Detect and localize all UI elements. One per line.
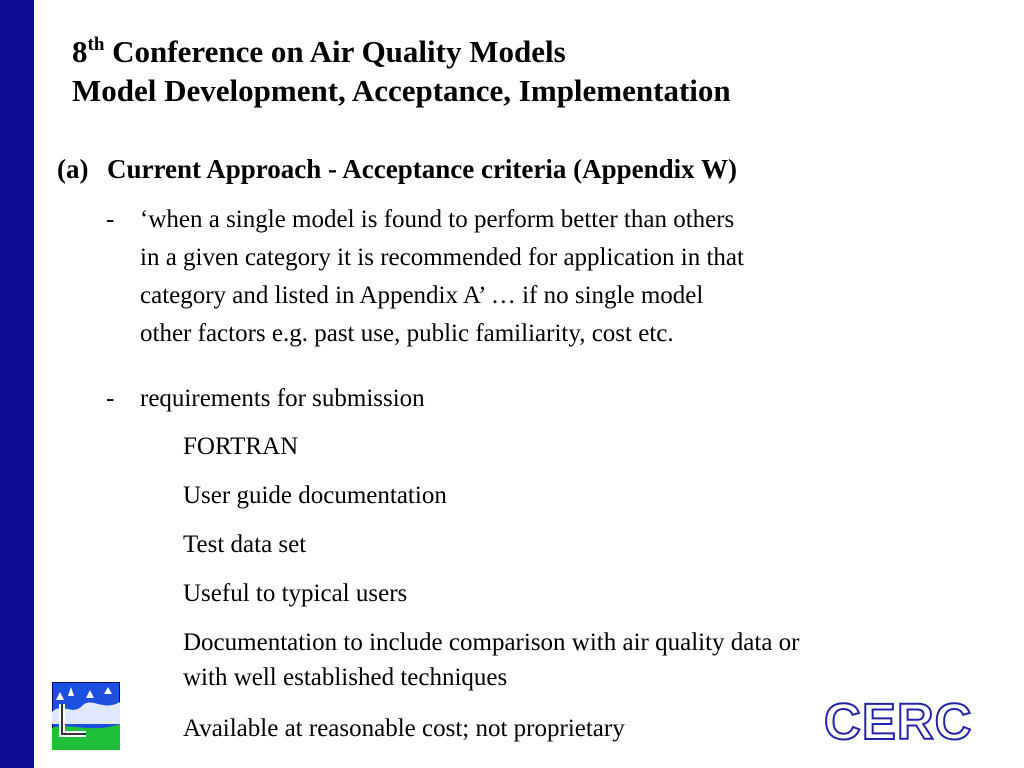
cerc-logo-text: CERC [824, 693, 973, 750]
section-marker: (a) [57, 154, 89, 184]
title-line-1-text: Conference on Air Quality Models [104, 34, 566, 69]
requirement-line: Useful to typical users [183, 580, 408, 607]
bullet-dash: - [106, 385, 115, 412]
requirement-line: Available at reasonable cost; not proprietary [183, 715, 625, 742]
bullet-line: ‘when a single model is found to perform better than others [140, 206, 735, 233]
requirement-item [183, 576, 407, 611]
requirement-item [183, 527, 306, 562]
left-sidebar-bar [0, 0, 34, 768]
landscape-logo-icon [52, 682, 120, 750]
requirement-line: User guide documentation [183, 482, 447, 509]
section-heading-text: Current Approach - Acceptance criteria (Appendix W) [107, 154, 737, 184]
title-ordinal: 8 [72, 34, 88, 69]
section-heading [57, 151, 737, 187]
bullet-line: category and listed in Appendix A’ … if no single model [140, 282, 704, 309]
title-ordinal-suffix: th [87, 34, 105, 55]
requirement-item [183, 625, 800, 695]
requirement-item [183, 711, 625, 746]
requirement-item [183, 429, 298, 464]
requirement-line: with well established techniques [183, 664, 508, 691]
requirement-line: FORTRAN [183, 433, 299, 460]
bullet-line: requirements for submission [140, 385, 425, 412]
bullet-line: in a given category it is recommended for application in that [140, 244, 744, 271]
title-line-1 [72, 32, 731, 71]
requirement-item [183, 478, 447, 513]
bullet-dash: - [106, 206, 115, 233]
requirement-line: Documentation to include comparison with air quality data or [183, 629, 800, 656]
title-line-2: Model Development, Acceptance, Implementation [72, 73, 731, 108]
bullet-text [140, 380, 425, 418]
slide-title [72, 32, 731, 110]
requirement-line: Test data set [183, 531, 307, 558]
bullet-line: other factors e.g. past use, public familiarity, cost etc. [140, 320, 674, 347]
bullet-text [140, 201, 744, 353]
